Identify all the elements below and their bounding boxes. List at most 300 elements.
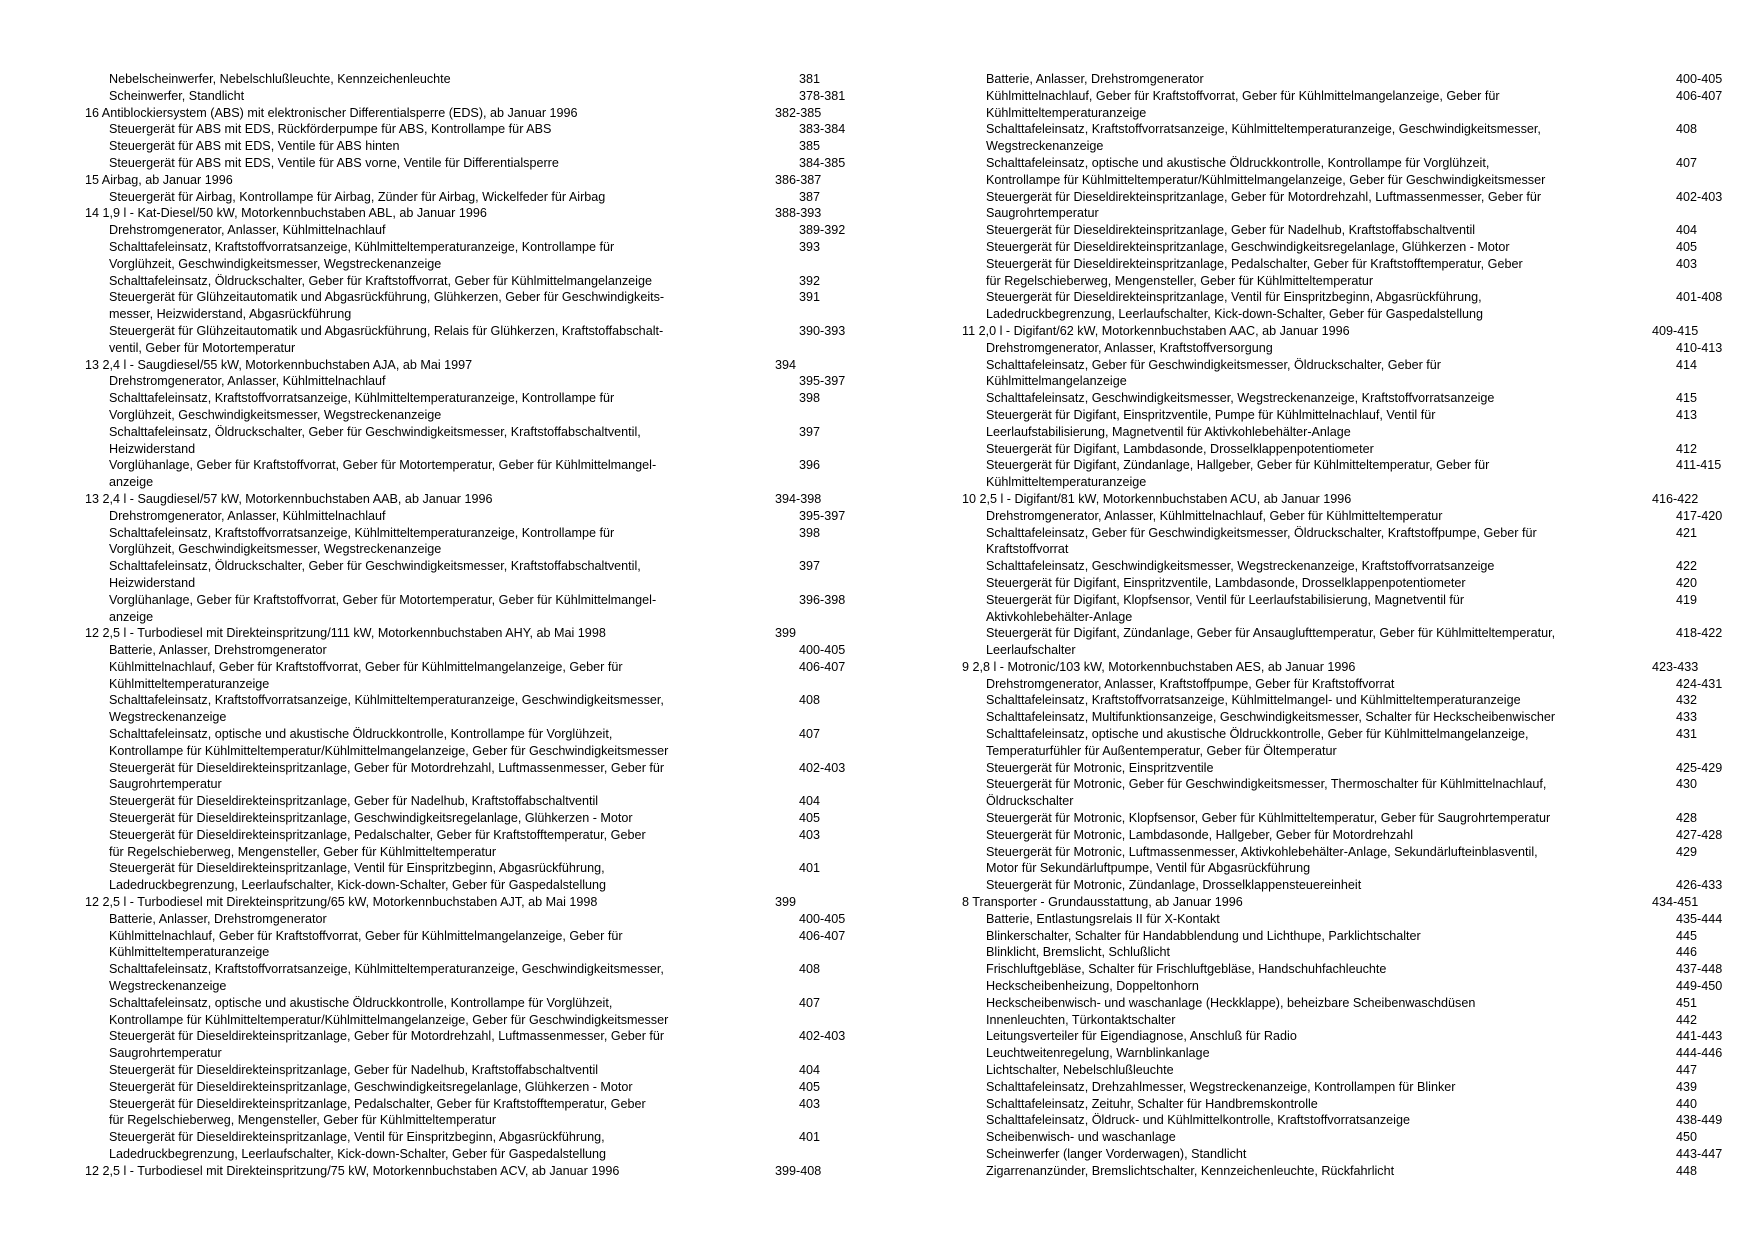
entry-text-line: Steuergerät für Glühzeitautomatik und Abgasrückführung, Relais für Glühkerzen, Kraftstoffabschalt- [109, 323, 664, 338]
entry-text-line: Zigarrenanzünder, Bremslichtschalter, Kennzeichenleuchte, Rückfahrlicht [986, 1163, 1395, 1178]
entry-text [962, 592, 1676, 626]
entry-text-line: Kühlmitteltemperaturanzeige [109, 676, 270, 691]
page-range: 435-444 [1676, 911, 1723, 926]
page-range: 441-443 [1676, 1029, 1723, 1044]
entry-text [85, 105, 775, 122]
index-entry-row [962, 726, 1714, 760]
page-range: 402-403 [1676, 189, 1723, 204]
entry-text [85, 189, 799, 206]
entry-text-line: Schalttafeleinsatz, Kraftstoffvorratsanzeige, Kühlmitteltemperaturanzeige, Kontrollampe für [109, 239, 615, 254]
entry-text [962, 709, 1676, 726]
index-entry-row [85, 1028, 846, 1062]
entry-text [962, 810, 1676, 827]
page-range: 429 [1676, 844, 1698, 859]
index-entry-row [962, 558, 1714, 575]
index-entry-row [962, 592, 1714, 626]
page-range: 400-405 [799, 643, 846, 658]
page-range: 387 [799, 189, 821, 204]
index-entry-row [962, 877, 1723, 894]
index-entry-row [85, 928, 846, 962]
index-entry-row [962, 995, 1714, 1012]
page-range: 408 [1676, 122, 1698, 137]
entry-text [85, 558, 799, 592]
index-entry-row [962, 1062, 1714, 1079]
page-range: 448 [1676, 1163, 1698, 1178]
entry-text [85, 239, 799, 273]
entry-text-line: Saugrohrtemperatur [986, 206, 1099, 221]
entry-text-line: Steuergerät für Digifant, Einspritzventile, Pumpe für Kühlmittelnachlauf, Ventil für [986, 407, 1436, 422]
entry-text [962, 256, 1676, 290]
index-entry-row [85, 289, 830, 323]
entry-text-line: Schalttafeleinsatz, Zeituhr, Schalter für Handbremskontrolle [986, 1096, 1318, 1111]
entry-text [962, 1079, 1676, 1096]
entry-text-line: Kontrollampe für Kühlmitteltemperatur/Kühlmittelmangelanzeige, Geber für Geschwindigkeitsmesser [986, 172, 1546, 187]
page-range: 423-433 [1652, 659, 1699, 674]
index-entry-row [85, 525, 830, 559]
entry-text [962, 1146, 1676, 1163]
entry-text-line: Batterie, Anlasser, Drehstromgenerator [109, 643, 327, 658]
entry-text-line: Kontrollampe für Kühlmitteltemperatur/Kühlmittelmangelanzeige, Geber für Geschwindigkeitsmesser [109, 1012, 669, 1027]
index-entry-row [962, 155, 1714, 189]
entry-text [85, 273, 799, 290]
page-range: 411-415 [1676, 458, 1722, 473]
entry-text [962, 88, 1676, 122]
page-range: 402-403 [799, 1029, 846, 1044]
entry-text [962, 944, 1676, 961]
index-entry-row [85, 189, 830, 206]
entry-text-line: Schalttafeleinsatz, optische und akustische Öldruckkontrolle, Kontrollampe für Vorglühzeit, [109, 995, 613, 1010]
entry-text [85, 121, 799, 138]
entry-text [85, 1129, 799, 1163]
entry-text-line: Nebelscheinwerfer, Nebelschlußleuchte, Kennzeichenleuchte [109, 72, 451, 86]
entry-text [962, 1163, 1676, 1180]
index-section-row [85, 491, 830, 508]
page-range: 407 [799, 727, 821, 742]
entry-text-line: anzeige [109, 475, 154, 490]
entry-text-line: Schalttafeleinsatz, Drehzahlmesser, Wegstreckenanzeige, Kontrollampen für Blinker [986, 1079, 1456, 1094]
entry-text-line: Temperaturfühler für Außentemperatur, Geber für Öltemperatur [986, 743, 1337, 758]
page-range: 402-403 [799, 760, 846, 775]
entry-text-line: Steuergerät für Glühzeitautomatik und Abgasrückführung, Glühkerzen, Geber für Geschwindigkeits- [109, 290, 665, 305]
page-range: 393 [799, 239, 821, 254]
entry-text [962, 995, 1676, 1012]
entry-text-line: Steuergerät für Digifant, Lambdasonde, Drosselklappenpotentiometer [986, 441, 1374, 456]
page-range: 398 [799, 525, 821, 540]
entry-text-line: Steuergerät für Dieseldirekteinspritzanlage, Geschwindigkeitsregelanlage, Glühkerzen - Motor [109, 1079, 633, 1094]
entry-text-line: Steuergerät für Dieseldirekteinspritzanlage, Geber für Motordrehzahl, Luftmassenmesser, Geber für [109, 760, 665, 775]
entry-text-line: Steuergerät für Digifant, Zündanlage, Geber für Ansauglufttemperatur, Geber für Kühlmitteltemperatur, [986, 626, 1556, 641]
page-range: 389-392 [799, 223, 846, 238]
entry-text-line: Steuergerät für Dieseldirekteinspritzanlage, Pedalschalter, Geber für Kraftstofftemperatur, Geber [109, 1096, 646, 1111]
entry-text [962, 390, 1676, 407]
page-range: 392 [799, 273, 821, 288]
index-entry-row [962, 1096, 1714, 1113]
entry-text-line: Steuergerät für Motronic, Zündanlage, Drosselklappensteuereinheit [986, 878, 1362, 893]
page-range: 400-405 [799, 911, 846, 926]
entry-text-line: Steuergerät für Dieseldirekteinspritzanlage, Geber für Nadelhub, Kraftstoffabschaltventil [986, 223, 1476, 238]
entry-text [85, 961, 799, 995]
index-entry-row [85, 121, 846, 138]
page-range: 426-433 [1676, 878, 1723, 893]
entry-text [962, 457, 1676, 491]
page-range: 406-407 [799, 659, 846, 674]
page-range: 403 [799, 827, 821, 842]
page-range: 409-415 [1652, 323, 1699, 338]
entry-text-line: Steuergerät für ABS mit EDS, Ventile für ABS vorne, Ventile für Differentialsperre [109, 155, 559, 170]
index-entry-row [962, 1146, 1723, 1163]
entry-text-line: anzeige [109, 609, 154, 624]
entry-text-line: Kühlmittelnachlauf, Geber für Kraftstoffvorrat, Geber für Kühlmittelmangelanzeige, Geber für [109, 928, 623, 943]
page-range: 418-422 [1676, 626, 1723, 641]
entry-text [85, 1079, 799, 1096]
entry-text [962, 827, 1676, 844]
page-range: 407 [799, 995, 821, 1010]
entry-text-line: Vorglühzeit, Geschwindigkeitsmesser, Wegstreckenanzeige [109, 542, 442, 557]
entry-text-line: 15 Airbag, ab Januar 1996 [85, 172, 233, 187]
entry-text-line: Drehstromgenerator, Anlasser, Kraftstoffversorgung [986, 340, 1273, 355]
page-range: 431 [1676, 727, 1698, 742]
entry-text-line: 8 Transporter - Grundausstattung, ab Januar 1996 [962, 895, 1243, 910]
entry-text-line: Leerlaufschalter [986, 643, 1076, 658]
page-range: 382-385 [775, 105, 822, 120]
entry-text [85, 1028, 799, 1062]
entry-text-line: Schalttafeleinsatz, Geschwindigkeitsmesser, Wegstreckenanzeige, Kraftstoffvorratsanzeige [986, 391, 1495, 406]
entry-text-line: Heizwiderstand [109, 575, 196, 590]
entry-text-line: Steuergerät für Dieseldirekteinspritzanlage, Geber für Motordrehzahl, Luftmassenmesser, Geber für [109, 1029, 665, 1044]
entry-text [962, 911, 1676, 928]
index-section-row [85, 625, 830, 642]
entry-text [85, 155, 799, 172]
entry-text-line: 12 2,5 l - Turbodiesel mit Direkteinspritzung/65 kW, Motorkennbuchstaben AJT, ab Mai 1998 [85, 895, 598, 910]
entry-text [85, 205, 775, 222]
index-entry-row [85, 424, 830, 458]
index-entry-row [962, 760, 1723, 777]
page-range: 415 [1676, 391, 1698, 406]
entry-text [962, 357, 1676, 391]
index-section-row [85, 172, 830, 189]
entry-text [85, 222, 799, 239]
index-entry-row [962, 1112, 1723, 1129]
entry-text-line: Scheinwerfer, Standlicht [109, 88, 245, 103]
entry-text-line: Vorglühanlage, Geber für Kraftstoffvorrat, Geber für Motortemperatur, Geber für Kühlmittelmangel- [109, 592, 657, 607]
page-range: 449-450 [1676, 979, 1723, 994]
entry-text-line: Steuergerät für Dieseldirekteinspritzanlage, Geber für Nadelhub, Kraftstoffabschaltventil [109, 794, 599, 809]
entry-text-line: Steuergerät für Dieseldirekteinspritzanlage, Pedalschalter, Geber für Kraftstofftemperatur, Geber [109, 827, 646, 842]
entry-text [962, 844, 1676, 878]
entry-text-line: Kühlmitteltemperaturanzeige [986, 475, 1147, 490]
index-entry-row [962, 776, 1714, 810]
entry-text [962, 121, 1676, 155]
index-entry-row [962, 239, 1714, 256]
index-section-row [85, 894, 830, 911]
index-entry-row [85, 860, 830, 894]
entry-text [962, 289, 1676, 323]
entry-text-line: Ladedruckbegrenzung, Leerlaufschalter, Kick-down-Schalter, Geber für Gaspedalstellung [109, 1147, 607, 1161]
page-range: 391 [799, 290, 821, 305]
page-range: 450 [1676, 1130, 1698, 1145]
entry-text-line: Drehstromgenerator, Anlasser, Kühlmittelnachlauf [109, 223, 386, 238]
entry-text-line: Drehstromgenerator, Anlasser, Kühlmittelnachlauf, Geber für Kühlmitteltemperatur [986, 508, 1443, 523]
page-range: 383-384 [799, 122, 846, 137]
page-range: 403 [1676, 256, 1698, 271]
entry-text-line: 12 2,5 l - Turbodiesel mit Direkteinspritzung/75 kW, Motorkennbuchstaben ACV, ab Januar 1996 [85, 1163, 620, 1178]
index-section-row [85, 1163, 830, 1180]
entry-text [962, 525, 1676, 559]
entry-text-line: Schalttafeleinsatz, Geber für Geschwindigkeitsmesser, Öldruckschalter, Geber für [986, 357, 1441, 372]
entry-text [962, 692, 1676, 709]
page-range: 396-398 [799, 592, 846, 607]
index-section-row [85, 105, 830, 122]
index-entry-row [962, 928, 1714, 945]
entry-text [962, 928, 1676, 945]
index-entry-row [85, 71, 830, 88]
page-range: 408 [799, 962, 821, 977]
entry-text-line: Steuergerät für Dieseldirekteinspritzanlage, Ventil für Einspritzbeginn, Abgasrückführung, [109, 861, 605, 876]
index-entry-row [962, 508, 1723, 525]
entry-text-line: 13 2,4 l - Saugdiesel/57 kW, Motorkennbuchstaben AAB, ab Januar 1996 [85, 491, 493, 506]
index-entry-row [962, 1045, 1723, 1062]
index-entry-row [85, 810, 830, 827]
page-range: 433 [1676, 710, 1698, 725]
page-range: 395-397 [799, 508, 846, 523]
entry-text-line: Vorglühanlage, Geber für Kraftstoffvorrat, Geber für Motortemperatur, Geber für Kühlmittelmangel- [109, 458, 657, 473]
page-range: 401 [799, 1130, 821, 1145]
page-range: 417-420 [1676, 508, 1723, 523]
entry-text [85, 860, 799, 894]
index-section-row [962, 323, 1714, 340]
page-range: 407 [1676, 155, 1698, 170]
entry-text-line: Kühlmittelnachlauf, Geber für Kraftstoffvorrat, Geber für Kühlmittelmangelanzeige, Geber für [986, 88, 1500, 103]
entry-text-line: Kontrollampe für Kühlmitteltemperatur/Kühlmittelmangelanzeige, Geber für Geschwindigkeitsmesser [109, 743, 669, 758]
page-range: 398 [799, 391, 821, 406]
entry-text [962, 222, 1676, 239]
index-entry-row [85, 642, 846, 659]
entry-text [85, 323, 799, 357]
page-range: 408 [799, 693, 821, 708]
page-range: 427-428 [1676, 827, 1723, 842]
entry-text [962, 1045, 1676, 1062]
index-entry-row [962, 1163, 1714, 1180]
entry-text [85, 525, 799, 559]
index-entry-row [962, 407, 1714, 441]
entry-text-line: Blinklicht, Bremslicht, Schlußlicht [986, 945, 1171, 960]
index-section-row [85, 357, 830, 374]
index-entry-row [962, 911, 1723, 928]
entry-text-line: Aktivkohlebehälter-Anlage [986, 609, 1133, 624]
entry-text-line: Kühlmittelmangelanzeige [986, 374, 1127, 389]
entry-text-line: Scheinwerfer (langer Vorderwagen), Standlicht [986, 1147, 1247, 1161]
page-range: 381 [799, 72, 821, 86]
index-section-row [962, 491, 1714, 508]
index-entry-row [85, 995, 830, 1029]
entry-text-line: 13 2,4 l - Saugdiesel/55 kW, Motorkennbuchstaben AJA, ab Mai 1997 [85, 357, 473, 372]
entry-text-line: Steuergerät für Digifant, Zündanlage, Hallgeber, Geber für Kühlmitteltemperatur, Geber für [986, 458, 1490, 473]
index-entry-row [962, 625, 1723, 659]
entry-text [962, 625, 1676, 659]
entry-text [85, 424, 799, 458]
entry-text [962, 189, 1676, 223]
entry-text [85, 995, 799, 1029]
index-entry-row [962, 71, 1723, 88]
page-range: 394-398 [775, 491, 822, 506]
index-section-row [962, 659, 1714, 676]
page-range: 401-408 [1676, 290, 1723, 305]
index-entry-row [962, 289, 1723, 323]
index-entry-row [962, 575, 1714, 592]
index-column-right [962, 71, 1723, 1180]
page-range: 440 [1676, 1096, 1698, 1111]
entry-text [962, 877, 1676, 894]
page-range: 399 [775, 626, 797, 641]
page-range: 404 [1676, 223, 1698, 238]
page-range: 451 [1676, 995, 1698, 1010]
entry-text-line: Steuergerät für Motronic, Geber für Geschwindigkeitsmesser, Thermoschalter für Kühlmittelnachlauf, [986, 777, 1547, 792]
page-range: 400-405 [1676, 72, 1723, 86]
entry-text [85, 642, 799, 659]
index-entry-row [85, 558, 830, 592]
page-range: 443-447 [1676, 1147, 1723, 1161]
index-entry-row [962, 844, 1714, 878]
entry-text-line: 11 2,0 l - Digifant/62 kW, Motorkennbuchstaben AAC, ab Januar 1996 [962, 323, 1350, 338]
entry-text [962, 676, 1676, 693]
entry-text-line: Steuergerät für Dieseldirekteinspritzanlage, Geschwindigkeitsregelanlage, Glühkerzen - Motor [109, 811, 633, 826]
page-range: 438-449 [1676, 1113, 1723, 1128]
entry-text-line: Schalttafeleinsatz, Kraftstoffvorratsanzeige, Kühlmitteltemperaturanzeige, Kontrollampe für [109, 391, 615, 406]
entry-text-line: Frischluftgebläse, Schalter für Frischluftgebläse, Handschuhfachleuchte [986, 962, 1387, 977]
index-entry-row [85, 760, 846, 794]
page-range: 421 [1676, 525, 1698, 540]
entry-text-line: Saugrohrtemperatur [109, 777, 222, 792]
entry-text-line: Kühlmitteltemperaturanzeige [109, 945, 270, 960]
index-entry-row [962, 256, 1714, 290]
page-range: 384-385 [799, 155, 846, 170]
entry-text [85, 793, 799, 810]
entry-text-line: Steuergerät für Dieseldirekteinspritzanlage, Geber für Motordrehzahl, Luftmassenmesser, Geber für [986, 189, 1542, 204]
index-entry-row [85, 827, 830, 861]
entry-text [85, 592, 799, 626]
entry-text-line: Schalttafeleinsatz, Multifunktionsanzeige, Geschwindigkeitsmesser, Schalter für Heckscheibenwischer [986, 710, 1556, 725]
entry-text [962, 978, 1676, 995]
entry-text-line: 12 2,5 l - Turbodiesel mit Direkteinspritzung/111 kW, Motorkennbuchstaben AHY, ab Mai 1998 [85, 626, 606, 641]
entry-text-line: Leuchtweitenregelung, Warnblinkanlage [986, 1046, 1210, 1061]
page-range: 378-381 [799, 88, 846, 103]
index-entry-row [85, 726, 830, 760]
entry-text [962, 441, 1676, 458]
entry-text [85, 1096, 799, 1130]
entry-text-line: Saugrohrtemperatur [109, 1046, 222, 1061]
entry-text-line: Heckscheibenwisch- und waschanlage (Heckklappe), beheizbare Scheibenwaschdüsen [986, 995, 1476, 1010]
entry-text-line: Wegstreckenanzeige [986, 139, 1104, 154]
index-entry-row [85, 692, 830, 726]
index-entry-row [85, 323, 846, 357]
page-range: 414 [1676, 357, 1698, 372]
page-range: 439 [1676, 1079, 1698, 1094]
entry-text-line: 10 2,5 l - Digifant/81 kW, Motorkennbuchstaben ACU, ab Januar 1996 [962, 491, 1352, 506]
entry-text [85, 138, 799, 155]
entry-text [85, 289, 799, 323]
entry-text-line: Steuergerät für Dieseldirekteinspritzanlage, Geschwindigkeitsregelanlage, Glühkerzen - Motor [986, 239, 1510, 254]
entry-text-line: 16 Antiblockiersystem (ABS) mit elektronischer Differentialsperre (EDS), ab Januar 1996 [85, 105, 578, 120]
entry-text-line: Ladedruckbegrenzung, Leerlaufschalter, Kick-down-Schalter, Geber für Gaspedalstellung [109, 878, 607, 893]
index-entry-row [962, 1028, 1723, 1045]
entry-text-line: Schalttafeleinsatz, optische und akustische Öldruckkontrolle, Geber für Kühlmittelmangelanzeige, [986, 727, 1529, 742]
entry-text-line: Schalttafeleinsatz, Öldruckschalter, Geber für Geschwindigkeitsmesser, Kraftstoffabschaltventil, [109, 424, 641, 439]
index-entry-row [85, 239, 830, 273]
entry-text-line: Drehstromgenerator, Anlasser, Kraftstoffpumpe, Geber für Kraftstoffvorrat [986, 676, 1395, 691]
entry-text-line: Scheibenwisch- und waschanlage [986, 1130, 1176, 1145]
entry-text [962, 1062, 1676, 1079]
entry-text-line: Steuergerät für Motronic, Einspritzventile [986, 760, 1214, 775]
page-range: 437-448 [1676, 962, 1723, 977]
entry-text-line: Innenleuchten, Türkontaktschalter [986, 1012, 1176, 1027]
entry-text [962, 659, 1652, 676]
entry-text [962, 1112, 1676, 1129]
entry-text-line: Batterie, Anlasser, Drehstromgenerator [986, 72, 1204, 86]
index-entry-row [85, 659, 846, 693]
index-entry-row [962, 441, 1714, 458]
entry-text-line: ventil, Geber für Motortemperatur [109, 340, 296, 355]
page-range: 432 [1676, 693, 1698, 708]
entry-text-line: Schalttafeleinsatz, Öldruck- und Kühlmittelkontrolle, Kraftstoffvorratsanzeige [986, 1113, 1410, 1128]
page-range: 430 [1676, 777, 1698, 792]
index-entry-row [962, 709, 1714, 726]
page-range: 434-451 [1652, 895, 1699, 910]
entry-text-line: Schalttafeleinsatz, Kraftstoffvorratsanzeige, Kühlmitteltemperaturanzeige, Kontrollampe für [109, 525, 615, 540]
entry-text-line: Steuergerät für Dieseldirekteinspritzanlage, Ventil für Einspritzbeginn, Abgasrückführung, [986, 290, 1482, 305]
entry-text-line: Kühlmitteltemperaturanzeige [986, 105, 1147, 120]
entry-text-line: Steuergerät für Motronic, Lambdasonde, Hallgeber, Geber für Motordrehzahl [986, 827, 1414, 842]
index-entry-row [962, 961, 1723, 978]
index-entry-row [962, 357, 1714, 391]
entry-text [962, 155, 1676, 189]
entry-text [85, 88, 799, 105]
page-range: 386-387 [775, 172, 822, 187]
entry-text [85, 390, 799, 424]
entry-text-line: Schalttafeleinsatz, Kraftstoffvorratsanzeige, Kühlmitteltemperaturanzeige, Geschwindigkeitsmesser, [109, 962, 664, 977]
index-entry-row [85, 793, 830, 810]
page-range: 399-408 [775, 1163, 822, 1178]
page-range: 401 [799, 861, 821, 876]
entry-text-line: Vorglühzeit, Geschwindigkeitsmesser, Wegstreckenanzeige [109, 256, 442, 271]
entry-text-line: Schalttafeleinsatz, Kraftstoffvorratsanzeige, Kühlmittelmangel- und Kühlmitteltemperaturanzeige [986, 693, 1521, 708]
entry-text [962, 575, 1676, 592]
entry-text-line: für Regelschieberweg, Mengensteller, Geber für Kühlmitteltemperatur [986, 273, 1374, 288]
page-range: 410-413 [1676, 340, 1723, 355]
index-entry-row [962, 189, 1723, 223]
entry-text [85, 491, 775, 508]
entry-text-line: Drehstromgenerator, Anlasser, Kühlmittelnachlauf [109, 508, 386, 523]
index-entry-row [962, 525, 1714, 559]
entry-text [962, 323, 1652, 340]
index-entry-row [962, 692, 1714, 709]
entry-text-line: Steuergerät für Digifant, Einspritzventile, Lambdasonde, Drosselklappenpotentiometer [986, 575, 1466, 590]
entry-text [85, 625, 775, 642]
entry-text [962, 894, 1652, 911]
entry-text [962, 508, 1676, 525]
index-entry-row [85, 155, 846, 172]
entry-text-line: Steuergerät für Dieseldirekteinspritzanlage, Pedalschalter, Geber für Kraftstofftemperatur, Geber [986, 256, 1523, 271]
entry-text [85, 911, 799, 928]
entry-text [85, 71, 799, 88]
entry-text [85, 508, 799, 525]
index-entry-row [85, 1062, 830, 1079]
index-entry-row [962, 340, 1723, 357]
page-range: 404 [799, 1063, 821, 1078]
entry-text-line: Ladedruckbegrenzung, Leerlaufschalter, Kick-down-Schalter, Geber für Gaspedalstellung [986, 307, 1484, 322]
index-entry-row [962, 1079, 1714, 1096]
index-entry-row [962, 457, 1722, 491]
entry-text-line: Schalttafeleinsatz, Kraftstoffvorratsanzeige, Kühlmitteltemperaturanzeige, Geschwindigkeitsmesser, [986, 122, 1541, 137]
